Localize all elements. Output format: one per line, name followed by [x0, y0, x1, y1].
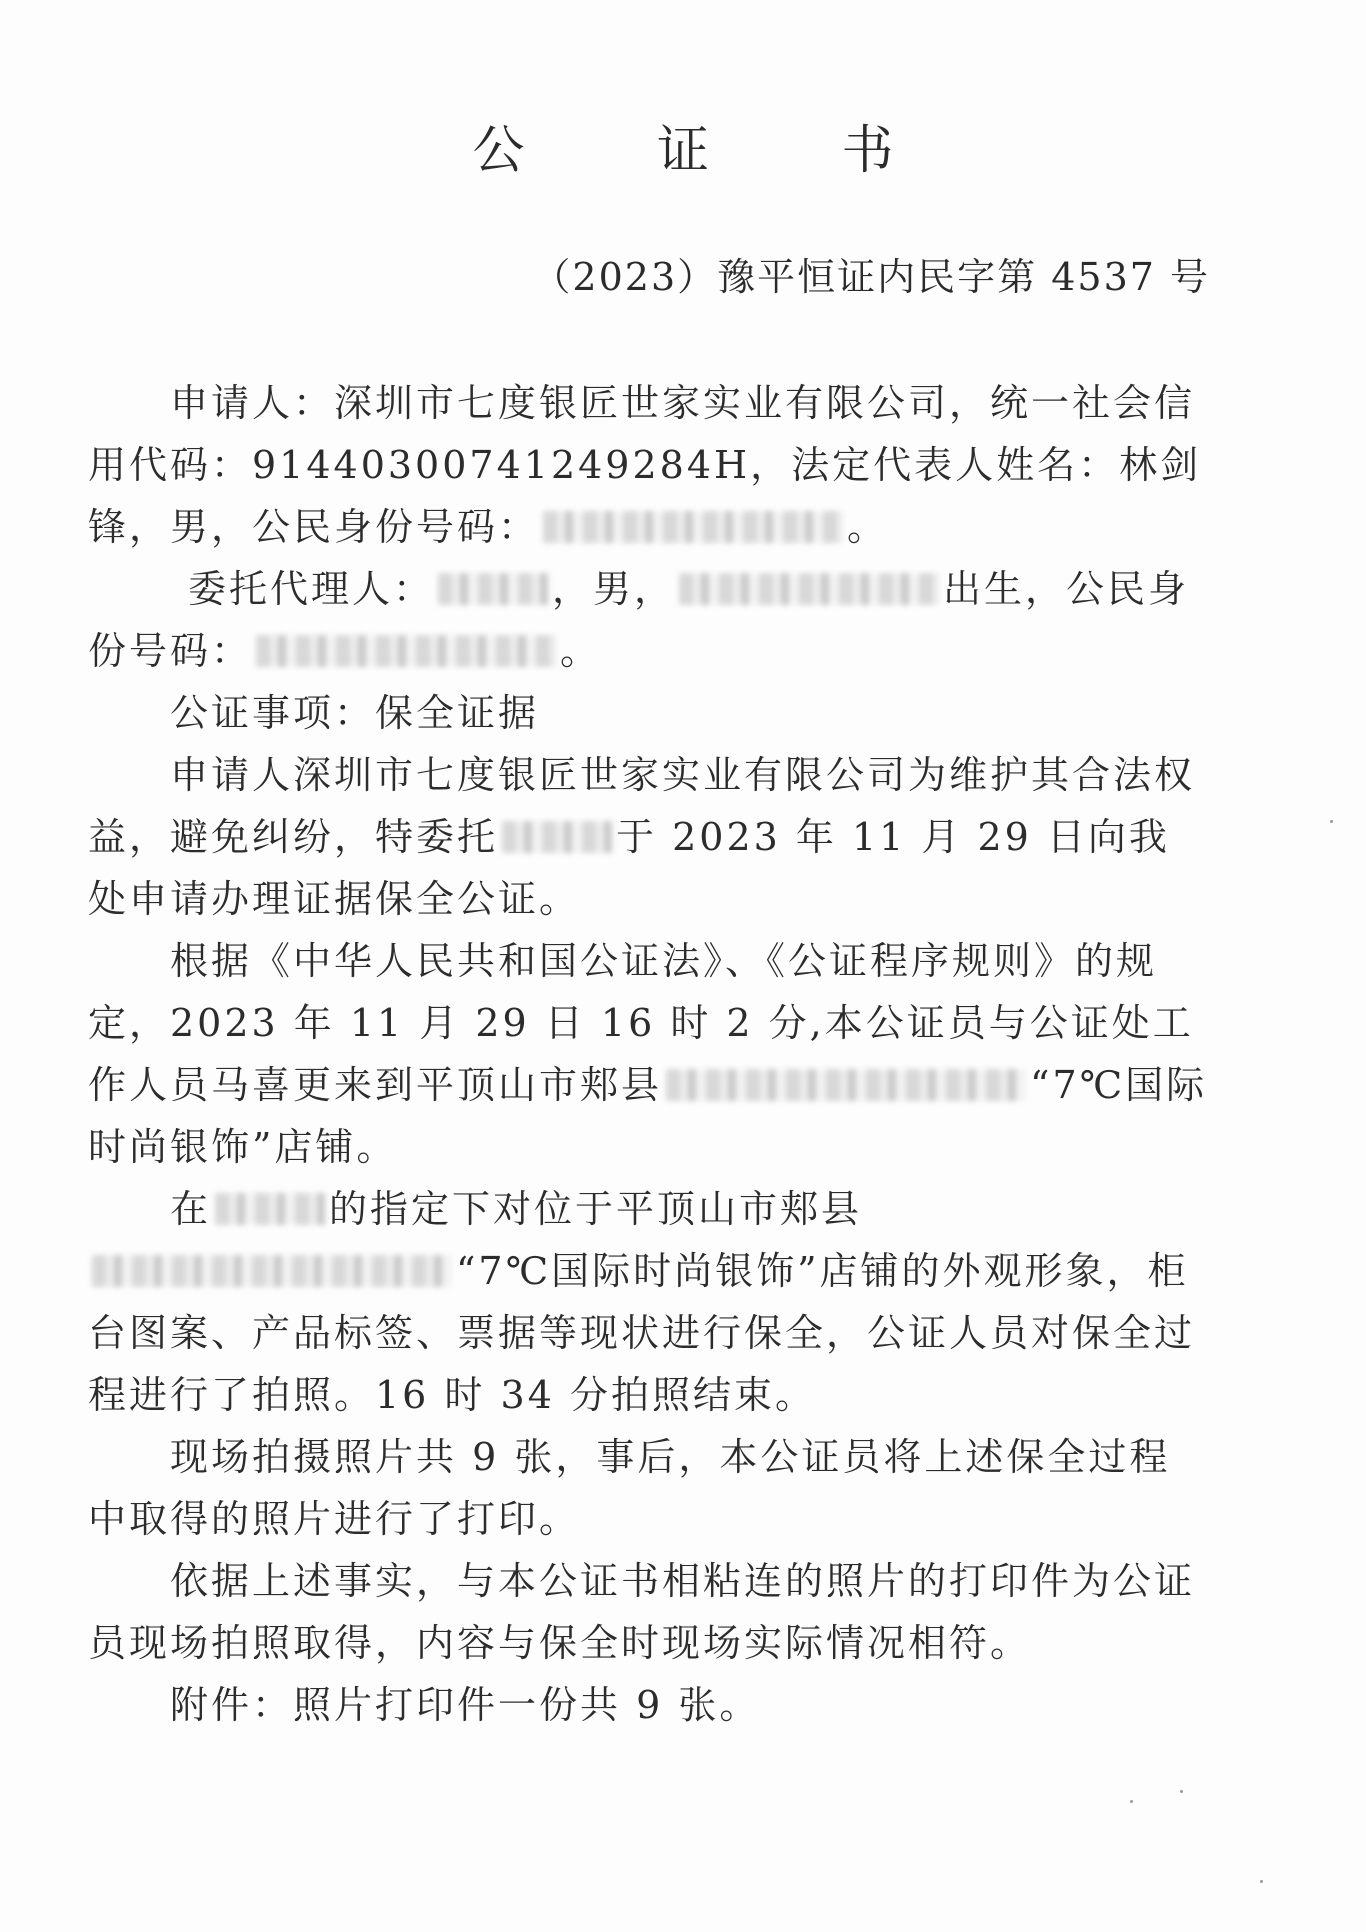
- photos-paragraph: 现场拍摄照片共 9 张，事后，本公证员将上述保全过程中取得的照片进行了打印。: [88, 1435, 1171, 1541]
- scan-speck: [1130, 1800, 1133, 1803]
- scan-speck: [1180, 1790, 1183, 1793]
- preservation-paragraph: 在 的指定下对位于平顶山市郏县“7℃国际时尚银饰”店铺的外观形象，柜台图案、产品标签、票据等现状进行保全，公证人员对保全过程进行了拍照。16 时 34 分拍照结束。: [88, 1187, 1196, 1417]
- applicant-paragraph: 申请人：深圳市七度银匠世家实业有限公司，统一社会信用代码：91440300741249284H，法定代表人姓名：林剑锋，男，公民身份号码： 。: [88, 381, 1202, 549]
- conclusion-paragraph: 依据上述事实，与本公证书相粘连的照片的打印件为公证员现场拍照取得，内容与保全时现场实际情况相符。: [88, 1559, 1196, 1665]
- document-title: 公 证 书: [472, 121, 952, 181]
- applicant-text: 申请人：深圳市七度银匠世家实业有限公司，统一社会信用代码：91440300741249284H，法定代表人姓名：林剑锋，男，公民身份号码：: [88, 381, 1202, 549]
- redacted-agent-name: [438, 573, 548, 605]
- document-body: [88, 372, 1208, 1736]
- agent-paragraph: 委托代理人： ，男， 出生，公民身份号码： 。: [88, 567, 1190, 673]
- scan-speck: [1330, 820, 1333, 823]
- redacted-agent-name: [215, 1193, 325, 1225]
- redacted-address: [92, 1255, 452, 1287]
- scan-speck: [1260, 1880, 1263, 1883]
- redacted-birth-date: [679, 573, 939, 605]
- legal-basis-paragraph: 根据《中华人民共和国公证法》、《公证程序规则》的规定，2023 年 11 月 29 日 16 时 2 分,本公证员与公证处工作人员马喜更来到平顶山市郏县 “7℃国际时尚银饰”店铺。: [88, 939, 1208, 1169]
- redacted-agent-name: [502, 821, 612, 853]
- redacted-agent-id: [256, 635, 556, 667]
- redacted-address: [666, 1069, 1026, 1101]
- redacted-id-number: [543, 511, 843, 543]
- document-number: （2023）豫平恒证内民字第 4537 号: [532, 255, 1210, 299]
- notarization-matter: 公证事项：保全证据: [170, 691, 540, 735]
- attachment-paragraph: 附件：照片打印件一份共 9 张。: [170, 1683, 761, 1727]
- application-paragraph: 申请人深圳市七度银匠世家实业有限公司为维护其合法权益，避免纠纷，特委托 于 2023 年 11 月 29 日向我处申请办理证据保全公证。: [88, 753, 1196, 921]
